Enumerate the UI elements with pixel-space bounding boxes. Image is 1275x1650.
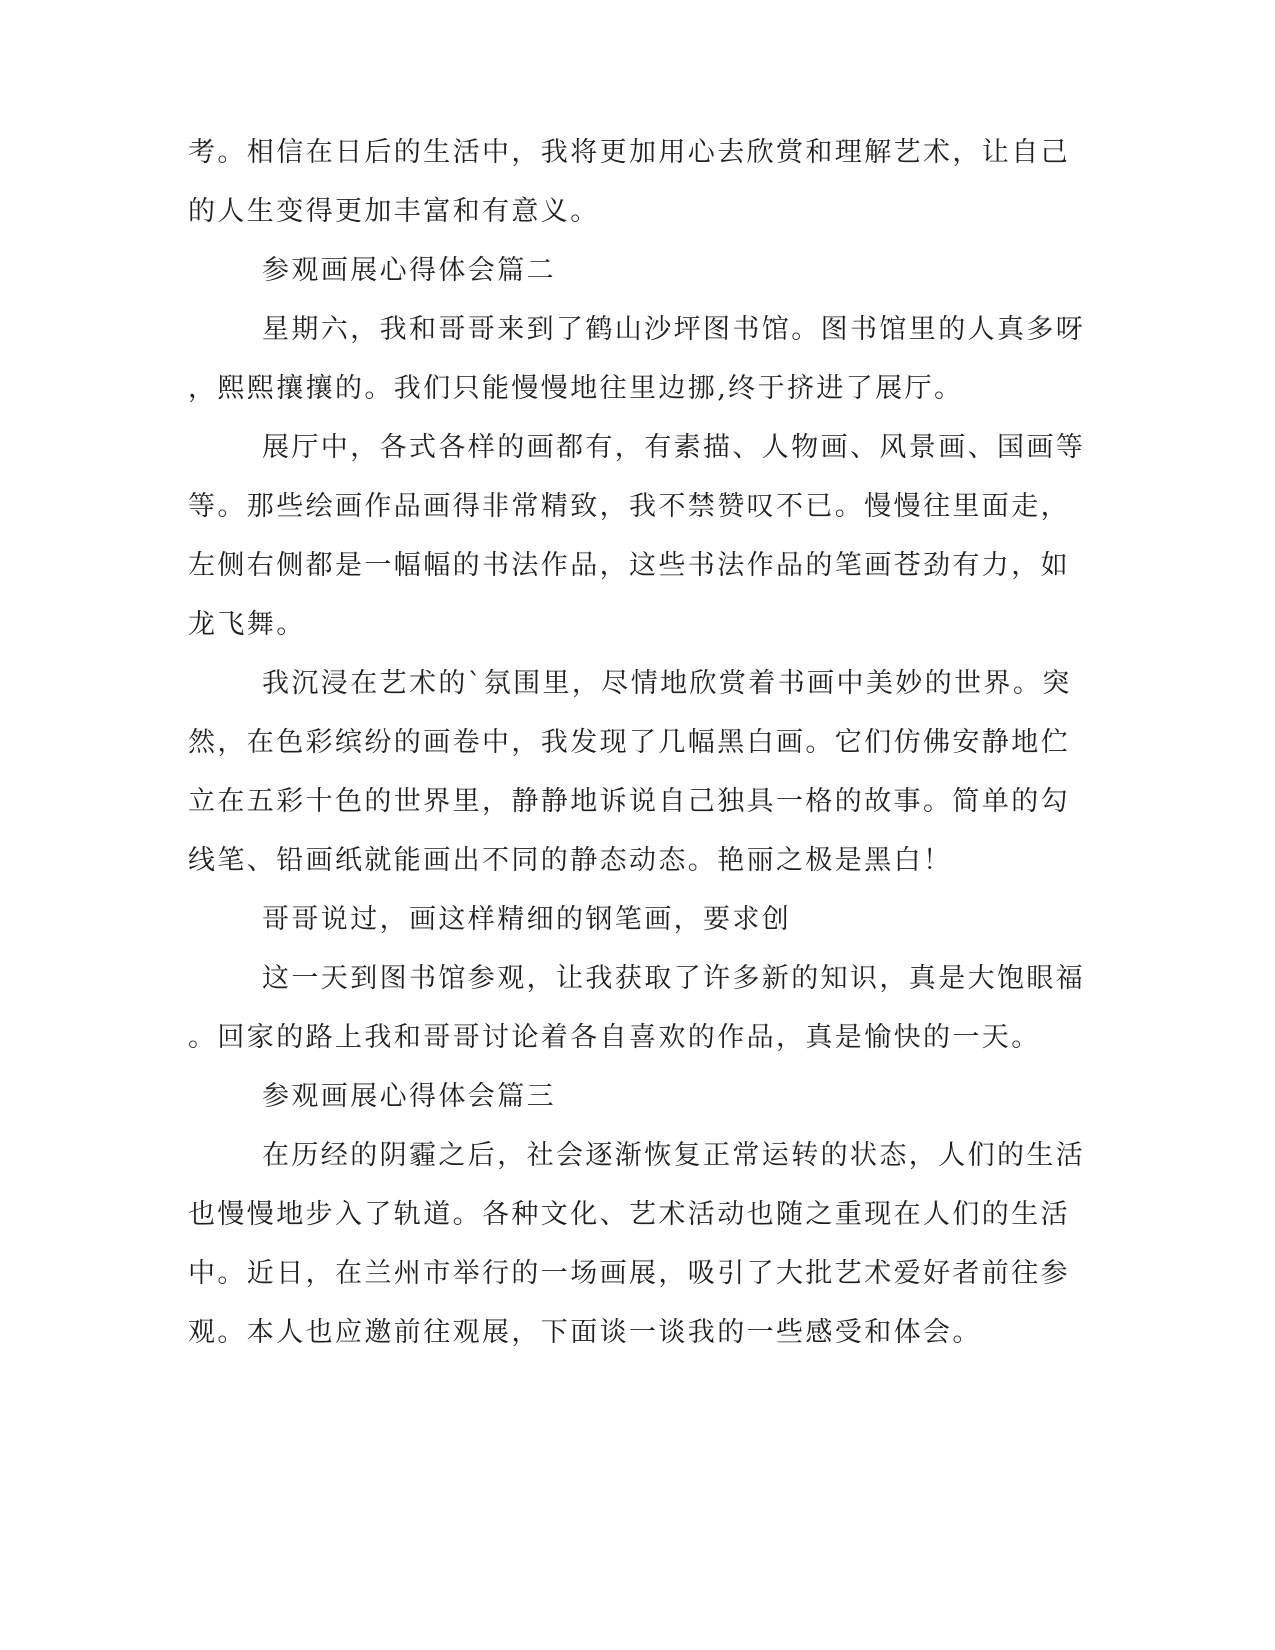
- text-line: 中。近日，在兰州市举行的一场画展，吸引了大批艺术爱好者前往参: [188, 1258, 1070, 1289]
- text-line: 龙飞舞。: [188, 609, 306, 640]
- text-line: 展厅中，各式各样的画都有，有素描、人物画、风景画、国画等: [262, 432, 1086, 463]
- section-heading: 参观画展心得体会篇二: [262, 255, 556, 286]
- text-line: 线笔、铅画纸就能画出不同的静态动态。艳丽之极是黑白！: [188, 845, 953, 876]
- text-line: 左侧右侧都是一幅幅的书法作品，这些书法作品的笔画苍劲有力，如: [188, 550, 1070, 581]
- text-line: 这一天到图书馆参观，让我获取了许多新的知识，真是大饱眼福: [262, 963, 1086, 994]
- text-line: 然，在色彩缤纷的画卷中，我发现了几幅黑白画。它们仿佛安静地伫: [188, 727, 1070, 758]
- text-line: 哥哥说过，画这样精细的钢笔画，要求创: [262, 904, 792, 935]
- text-line: 考。相信在日后的生活中，我将更加用心去欣赏和理解艺术，让自己: [188, 137, 1070, 168]
- text-line: 观。本人也应邀前往观展，下面谈一谈我的一些感受和体会。: [188, 1317, 982, 1348]
- text-line: ，熙熙攘攘的。我们只能慢慢地往里边挪,终于挤进了展厅。: [188, 373, 964, 404]
- text-line: 的人生变得更加丰富和有意义。: [188, 196, 600, 227]
- section-heading: 参观画展心得体会篇三: [262, 1081, 556, 1112]
- text-line: 也慢慢地步入了轨道。各种文化、艺术活动也随之重现在人们的生活: [188, 1199, 1070, 1230]
- text-line: 在历经的阴霾之后，社会逐渐恢复正常运转的状态，人们的生活: [262, 1140, 1086, 1171]
- text-line: 星期六，我和哥哥来到了鹤山沙坪图书馆。图书馆里的人真多呀: [262, 314, 1086, 345]
- text-line: 。回家的路上我和哥哥讨论着各自喜欢的作品，真是愉快的一天。: [188, 1022, 1041, 1053]
- text-line: 等。那些绘画作品画得非常精致，我不禁赞叹不已。慢慢往里面走，: [188, 491, 1070, 522]
- text-line: 我沉浸在艺术的`氛围里，尽情地欣赏着书画中美妙的世界。突: [262, 668, 1072, 699]
- text-line: 立在五彩十色的世界里，静静地诉说自己独具一格的故事。简单的勾: [188, 786, 1070, 817]
